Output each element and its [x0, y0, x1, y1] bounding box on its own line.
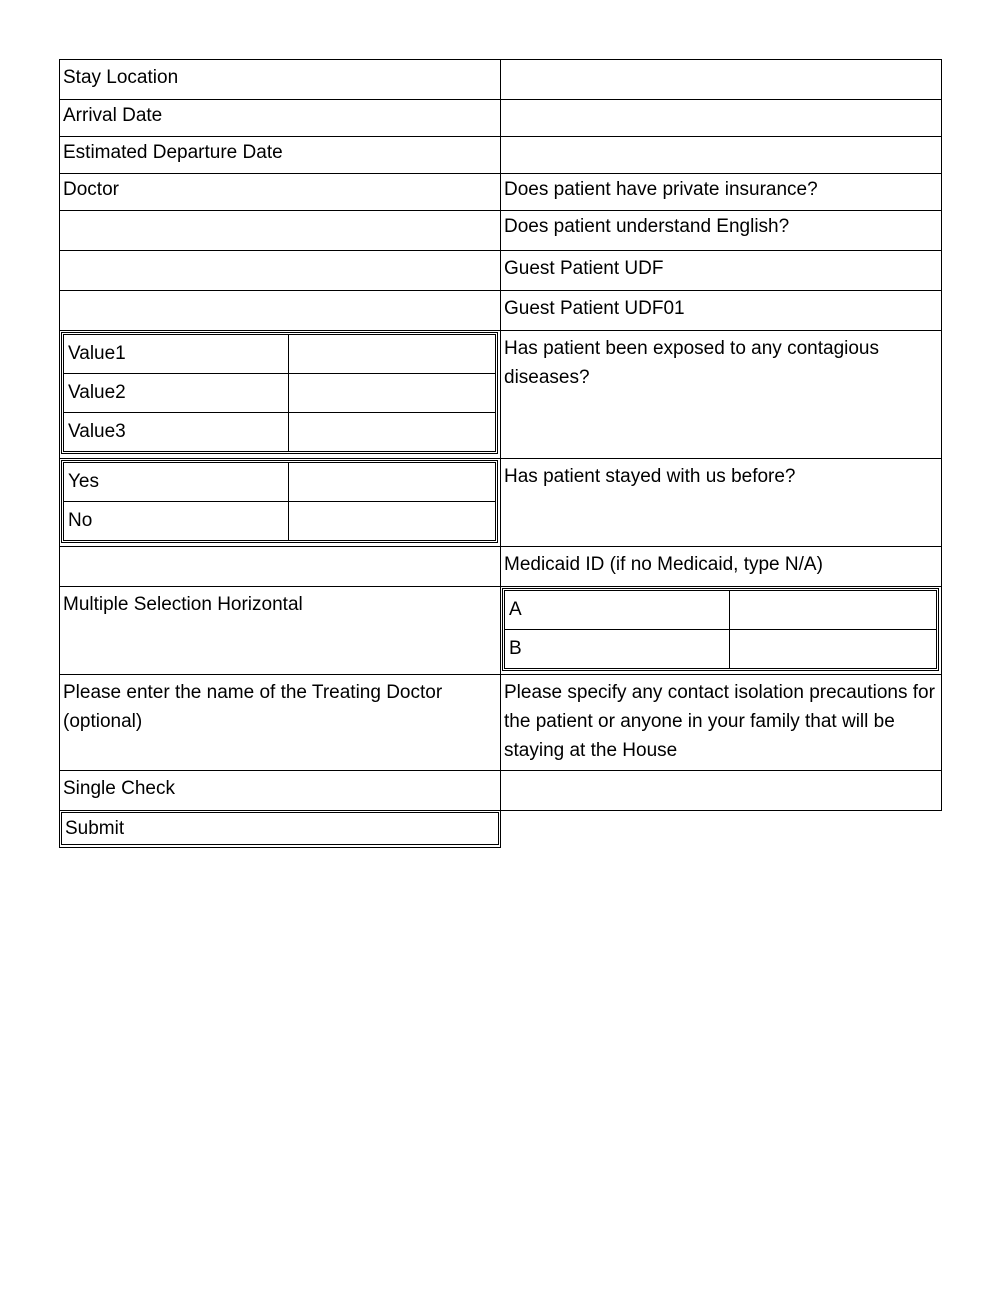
private-insurance-label: Does patient have private insurance?: [504, 179, 818, 200]
doctor-label-cell: [60, 174, 501, 211]
submit-row-spacer: [501, 811, 942, 848]
contagious-diseases-label: Has patient been exposed to any contagious diseases?: [504, 338, 879, 388]
row-values-group: [60, 331, 942, 459]
option-label-yes: Yes: [64, 463, 289, 502]
doctor-label: Doctor: [63, 179, 119, 200]
isolation-precautions-label-cell: [501, 675, 942, 771]
option-row-b: [505, 630, 937, 669]
multiple-selection-label: Multiple Selection Horizontal: [63, 594, 303, 615]
option-label-value1: Value1: [64, 335, 289, 374]
contagious-diseases-field[interactable]: [60, 547, 501, 587]
doctor-field[interactable]: [60, 211, 501, 251]
option-input-value3[interactable]: [289, 413, 496, 452]
row-medicaid: [60, 547, 942, 587]
option-input-b[interactable]: [730, 630, 937, 669]
multiple-selection-label-cell: [60, 587, 501, 675]
understand-english-field[interactable]: [60, 291, 501, 331]
option-row-no: [64, 502, 496, 541]
row-estimated-departure-date: [60, 137, 942, 174]
arrival-date-label: Arrival Date: [63, 105, 163, 126]
stay-location-field[interactable]: [501, 60, 942, 100]
option-label-value3: Value3: [64, 413, 289, 452]
single-check-label-cell: [60, 771, 501, 811]
row-arrival-date: [60, 100, 942, 137]
option-row-a: [505, 591, 937, 630]
row-doctor: [60, 174, 942, 211]
treating-doctor-label: Please enter the name of the Treating Doctor (optional): [63, 682, 443, 732]
multiple-selection-option-cell: [501, 587, 942, 675]
row-treating-doctor: [60, 675, 942, 771]
option-row-value1: [64, 335, 496, 374]
row-guest-patient-udf01: [60, 291, 942, 331]
option-label-value2: Value2: [64, 374, 289, 413]
option-row-value2: [64, 374, 496, 413]
medicaid-label: Medicaid ID (if no Medicaid, type N/A): [504, 554, 823, 575]
private-insurance-field[interactable]: [60, 251, 501, 291]
option-row-yes: [64, 463, 496, 502]
departure-date-label: Estimated Departure Date: [63, 142, 283, 163]
values-option-group: [63, 334, 496, 452]
row-guest-patient-udf: [60, 251, 942, 291]
contagious-diseases-label-cell: [501, 331, 942, 459]
understand-english-label: Does patient understand English?: [504, 216, 790, 237]
single-check-label: Single Check: [63, 778, 175, 799]
arrival-date-field[interactable]: [501, 100, 942, 137]
option-label-b: B: [505, 630, 730, 669]
yes-no-option-group: [63, 462, 496, 541]
row-yes-no-group: [60, 459, 942, 547]
private-insurance-label-cell: [501, 174, 942, 211]
stay-location-label-cell: [60, 60, 501, 100]
values-option-cell: [60, 331, 501, 459]
multiple-selection-option-group: [504, 590, 937, 669]
guest-patient-udf01-label: Guest Patient UDF01: [504, 298, 685, 319]
option-label-no: No: [64, 502, 289, 541]
row-multiple-selection: [60, 587, 942, 675]
submit-button[interactable]: Submit: [61, 812, 499, 845]
treating-doctor-label-cell: [60, 675, 501, 771]
row-understand-english: [60, 211, 942, 251]
submit-cell: [60, 811, 501, 848]
guest-patient-udf01-label-cell: [501, 291, 942, 331]
option-label-a: A: [505, 591, 730, 630]
patient-form-table: [59, 59, 942, 848]
arrival-date-label-cell: [60, 100, 501, 137]
stayed-before-label-cell: [501, 459, 942, 547]
isolation-precautions-label: Please specify any contact isolation precautions for the patient or anyone in your family that will be staying at the House: [504, 682, 935, 761]
option-input-yes[interactable]: [289, 463, 496, 502]
option-input-value1[interactable]: [289, 335, 496, 374]
row-single-check: [60, 771, 942, 811]
single-check-field[interactable]: [501, 771, 942, 811]
departure-date-field[interactable]: [501, 137, 942, 174]
guest-patient-udf-label: Guest Patient UDF: [504, 258, 664, 279]
stay-location-label: Stay Location: [63, 67, 179, 88]
row-stay-location: [60, 60, 942, 100]
departure-date-label-cell: [60, 137, 501, 174]
option-input-no[interactable]: [289, 502, 496, 541]
medicaid-label-cell: [501, 547, 942, 587]
option-input-value2[interactable]: [289, 374, 496, 413]
guest-patient-udf-label-cell: [501, 251, 942, 291]
option-input-a[interactable]: [730, 591, 937, 630]
understand-english-label-cell: [501, 211, 942, 251]
option-row-value3: [64, 413, 496, 452]
row-submit: [60, 811, 942, 848]
yes-no-option-cell: [60, 459, 501, 547]
stayed-before-label: Has patient stayed with us before?: [504, 466, 796, 487]
